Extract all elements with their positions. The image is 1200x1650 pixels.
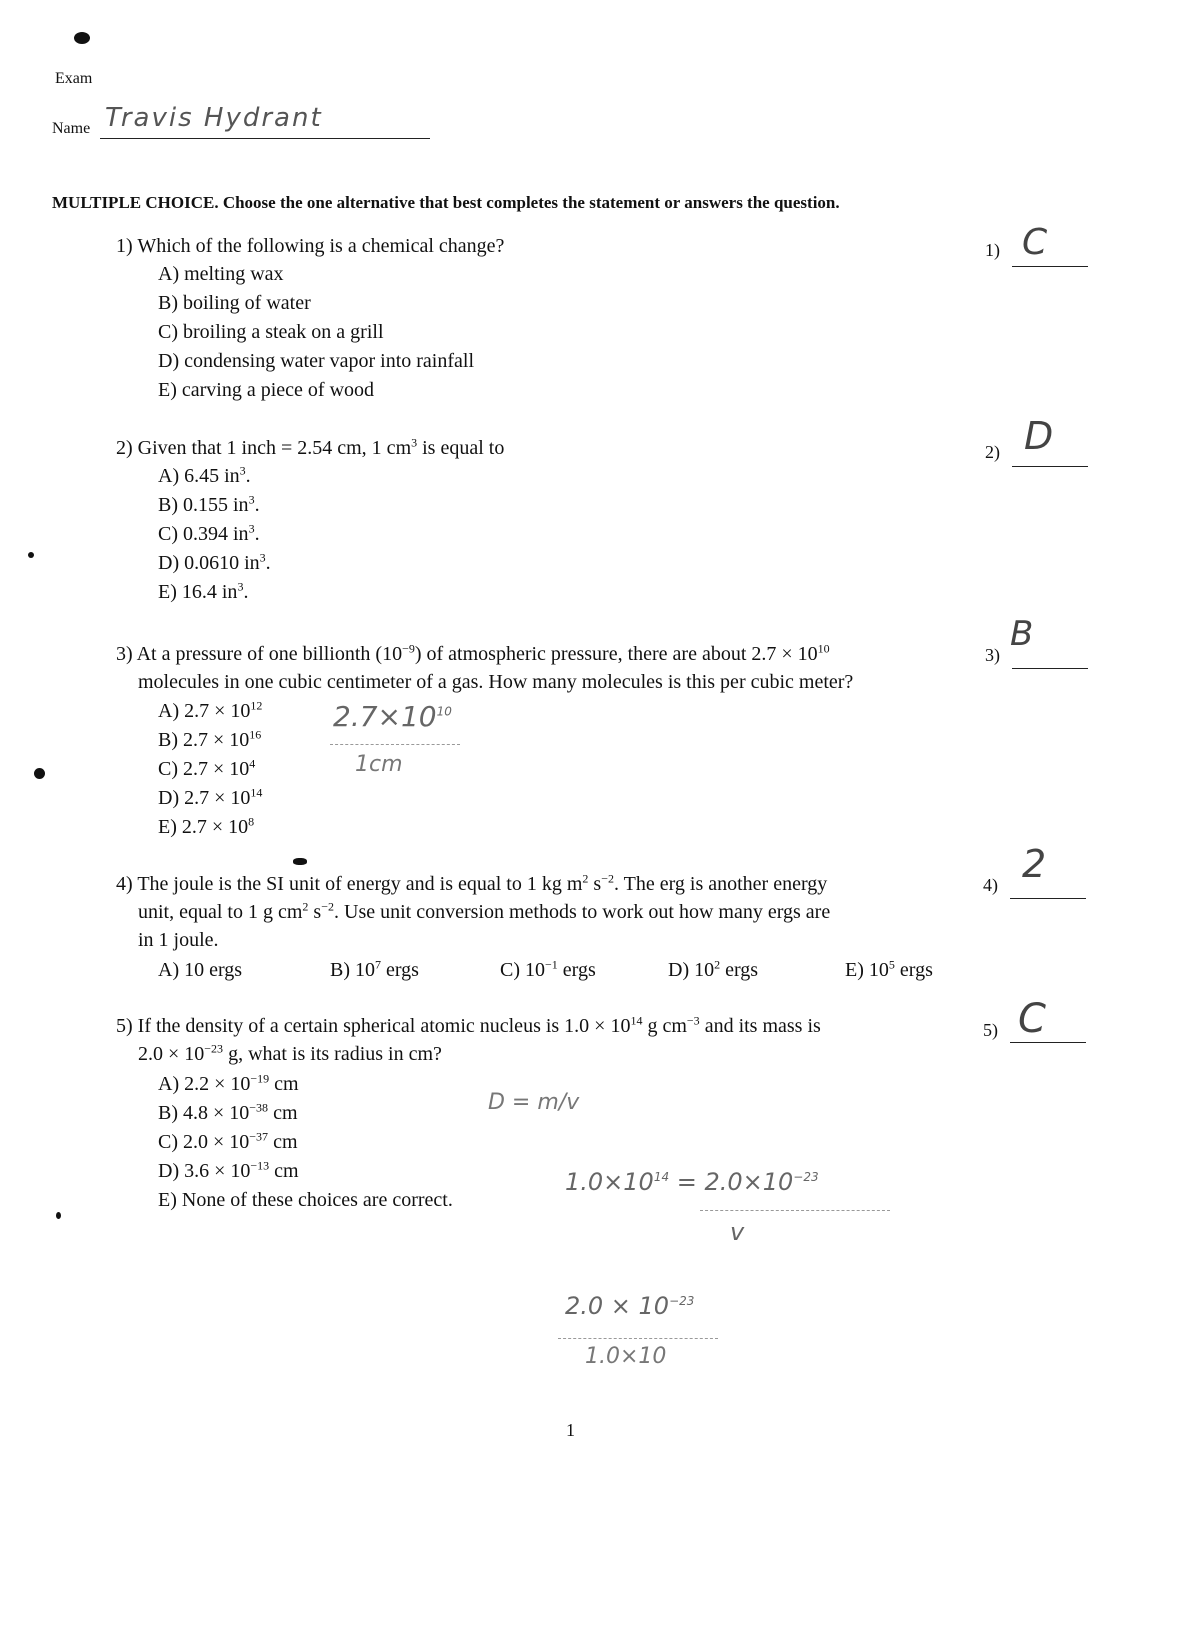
question-3-line-2: molecules in one cubic centimeter of a gas. How many molecules is this per cubic meter?: [138, 671, 854, 693]
option-c: C) $2.0 \times 10^{-37}$ cm: [158, 1129, 298, 1153]
option-b: B) $10^7$ ergs: [330, 957, 419, 981]
instructions-text: Choose the one alternative that best completes the statement or answers the question.: [222, 193, 840, 212]
answer-3-number: 3): [985, 645, 1000, 665]
option-e: E) None of these choices are correct.: [158, 1189, 453, 1211]
question-5: [116, 1012, 821, 1040]
punch-hole-mark: [74, 32, 90, 44]
option-a: A) melting wax: [158, 263, 284, 285]
question-5-work-denominator: 1.0×10: [585, 1344, 667, 1369]
question-3-options: [158, 697, 262, 842]
option-e: E) $2.7 \times 10^8$: [158, 814, 255, 838]
question-4: [116, 870, 827, 898]
question-text-line-1: At a pressure of one billionth $(10^{-9})$ of atmospheric pressure, there are about $2.7 \times 10^{10}$: [136, 641, 830, 665]
option-d: D) 0.0610 $in^3$.: [158, 550, 271, 574]
question-2: [116, 434, 504, 462]
question-5-work-fraction-bar: [700, 1210, 890, 1211]
option-e: E) carving a piece of wood: [158, 379, 375, 401]
question-text-line-1: If the density of a certain spherical atomic nucleus is $1.0 \times 10^{14}$ g $cm^{-3}$ and its mass is: [137, 1013, 821, 1037]
question-2-options: [158, 462, 271, 607]
answer-4-handwritten: 2: [1022, 842, 1047, 886]
option-b: B) $4.8 \times 10^{-38}$ cm: [158, 1100, 298, 1124]
option-e: E) $10^5$ ergs: [845, 957, 933, 981]
option-d: D) $3.6 \times 10^{-13}$ cm: [158, 1158, 299, 1182]
question-5-work-equation: $1.0\times 10^{14} = 2.0\times 10^{-23}$: [565, 1168, 819, 1196]
question-5-line-2: $2.0 \times 10^{-23}$ g, what is its radius in cm?: [138, 1041, 442, 1065]
answer-2-handwritten: D: [1024, 414, 1054, 458]
answer-4-number: 4): [983, 875, 998, 895]
question-5-work-volume: v: [730, 1218, 745, 1246]
margin-dot: [56, 1212, 61, 1219]
option-b: B) $2.7 \times 10^{16}$: [158, 727, 262, 751]
option-a: A) 6.45 $in^3$.: [158, 463, 251, 487]
question-4-line-2: unit, equal to 1 g $cm^2$ $s^{-2}$. Use unit conversion methods to work out how many ergs are: [138, 899, 831, 923]
question-5-work-numerator: $2.0 \times 10^{-23}$: [565, 1292, 695, 1320]
question-number: 3): [116, 643, 133, 665]
question-number: 1): [116, 235, 133, 257]
name-handwritten: Travis Hydrant: [105, 103, 323, 133]
question-3-work-fraction-bar: [330, 744, 460, 745]
answer-1-number: 1): [985, 240, 1000, 260]
question-5-options: [158, 1070, 453, 1215]
question-1: [116, 232, 504, 260]
question-3-work-denominator: 1cm: [355, 752, 403, 777]
option-a: A) $2.2 \times 10^{-19}$ cm: [158, 1071, 299, 1095]
question-number: 4): [116, 873, 133, 895]
question-4-line-3: in 1 joule.: [138, 929, 219, 951]
name-underline: [100, 138, 430, 139]
instructions-heading: MULTIPLE CHOICE.: [52, 193, 219, 212]
option-d: D) condensing water vapor into rainfall: [158, 350, 475, 372]
option-c: C) $2.7 \times 10^4$: [158, 756, 256, 780]
instructions: [52, 193, 840, 213]
page-number: 1: [566, 1420, 575, 1440]
option-c: C) $10^{-1}$ ergs: [500, 957, 596, 981]
option-b: B) boiling of water: [158, 292, 311, 314]
answer-3-handwritten: B: [1010, 614, 1034, 654]
option-a: A) $2.7 \times 10^{12}$: [158, 698, 263, 722]
question-3-work-numerator: $2.7\times 10^{10}$: [333, 700, 452, 733]
option-d: D) $10^2$ ergs: [668, 957, 759, 981]
option-c: C) 0.394 $in^3$.: [158, 521, 260, 545]
question-1-options: [158, 260, 474, 405]
question-3: [116, 640, 830, 668]
question-5-work-fraction-bar-2: [558, 1338, 718, 1339]
name-label: Name: [52, 120, 91, 137]
option-b: B) 0.155 $in^3$.: [158, 492, 260, 516]
answer-2-number: 2): [985, 442, 1000, 462]
question-text: Given that 1 inch = 2.54 cm, 1 $cm^3$ is equal to: [137, 435, 505, 459]
question-5-work-formula: D = m/v: [488, 1090, 580, 1115]
answer-5-handwritten: C: [1018, 996, 1046, 1042]
question-text: Which of the following is a chemical change?: [137, 235, 505, 257]
question-text-line-1: The joule is the SI unit of energy and is equal to 1 kg $m^2$ $s^{-2}$. The erg is another energy: [137, 871, 828, 895]
option-e: E) 16.4 $in^3$.: [158, 579, 249, 603]
question-number: 5): [116, 1015, 133, 1037]
ink-mark: [293, 858, 307, 865]
option-a: A) 10 ergs: [158, 959, 243, 981]
answer-5-number: 5): [983, 1020, 998, 1040]
option-c: C) broiling a steak on a grill: [158, 321, 384, 343]
question-number: 2): [116, 437, 133, 459]
exam-label: Exam: [55, 70, 93, 87]
margin-dot: [28, 552, 34, 558]
answer-1-handwritten: C: [1022, 222, 1048, 263]
margin-dot: [34, 768, 45, 779]
option-d: D) $2.7 \times 10^{14}$: [158, 785, 263, 809]
